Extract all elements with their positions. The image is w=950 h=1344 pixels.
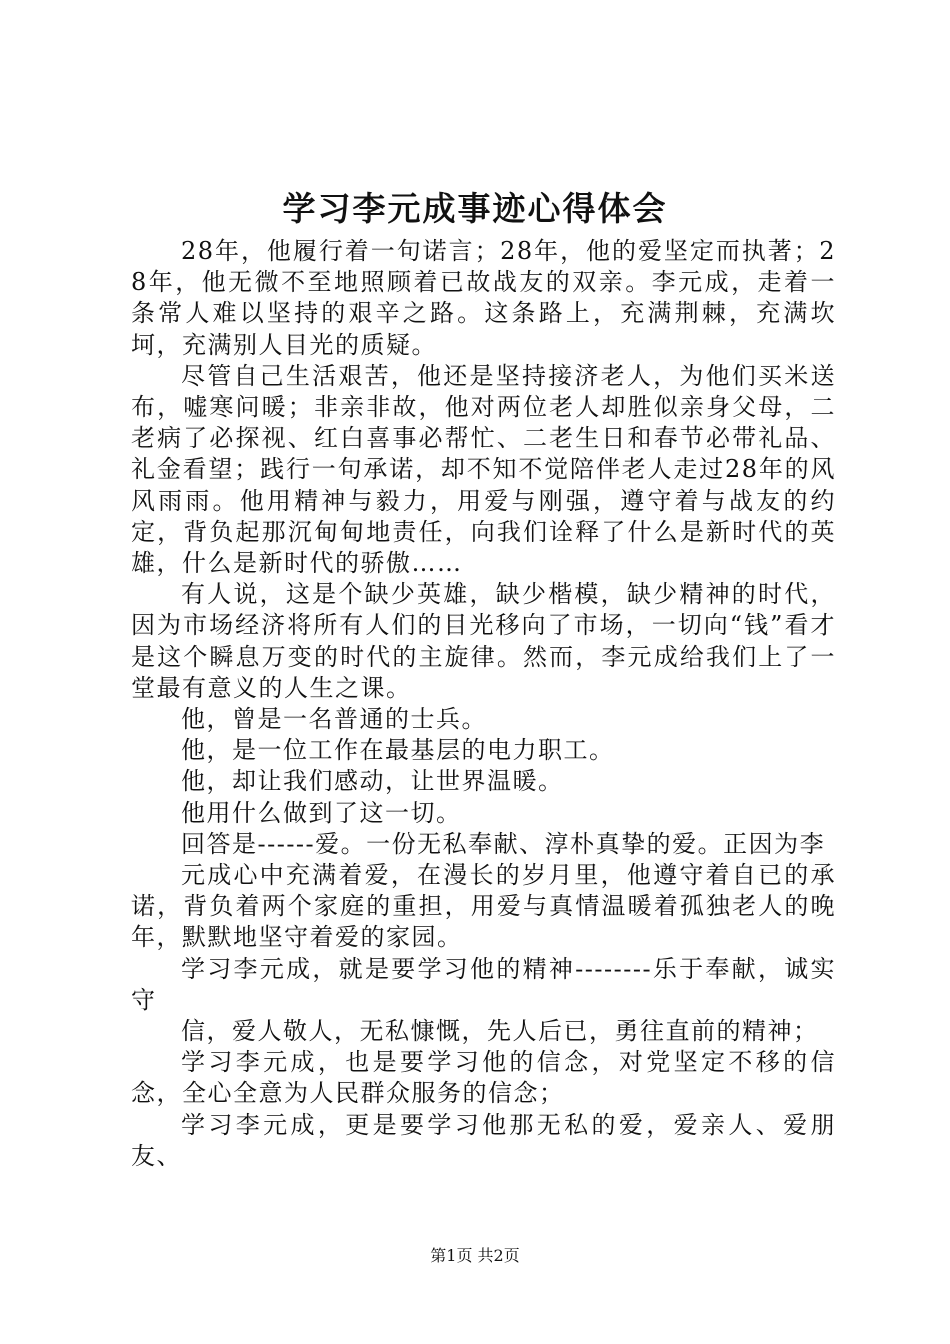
document-body: [131, 236, 836, 1172]
paragraph: 学习李元成，也是要学习他的信念，对党坚定不移的信念，全心全意为人民群众服务的信念；: [131, 1048, 836, 1108]
paragraph: 他用什么做到了这一切。: [181, 798, 462, 827]
paragraph: 学习李元成，更是要学习他那无私的爱，爱亲人、爱朋友、: [131, 1110, 836, 1170]
paragraph: 信，爱人敬人，无私慷慨，先人后已，勇往直前的精神；: [181, 1017, 819, 1046]
paragraph: 他，是一位工作在最基层的电力职工。: [181, 736, 615, 765]
page-number-footer: 第1页 共2页: [430, 1246, 520, 1265]
paragraph: 元成心中充满着爱，在漫长的岁月里，他遵守着自已的承诺，背负着两个家庭的重担，用爱与真情温暖着孤独老人的晚年，默默地坚守着爱的家园。: [131, 861, 836, 952]
paragraph: 28年，他履行着一句诺言；28年，他的爱坚定而执著；28年，他无微不至地照顾着已故战友的双亲。李元成，走着一条常人难以坚持的艰辛之路。这条路上，充满荆棘，充满坎坷，充满别人目光的质疑。: [131, 237, 836, 359]
paragraph: 尽管自己生活艰苦，他还是坚持接济老人，为他们买米送布，嘘寒问暖；非亲非故，他对两位老人却胜似亲身父母，二老病了必探视、红白喜事必帮忙、二老生日和春节必带礼品、礼金看望；践行一句承诺，却不知不觉陪伴老人走过28年的风风雨雨。他用精神与毅力，用爱与刚强，遵守着与战友的约定，背负起那沉甸甸地责任，向我们诠释了什么是新时代的英雄，什么是新时代的骄傲……: [131, 361, 836, 578]
paragraph: 他，曾是一名普通的士兵。: [181, 705, 487, 734]
paragraph: 学习李元成，就是要学习他的精神--------乐于奉献，诚实守: [131, 954, 836, 1014]
paragraph: 有人说，这是个缺少英雄，缺少楷模，缺少精神的时代，因为市场经济将所有人们的目光移向了市场，一切向“钱”看才是这个瞬息万变的时代的主旋律。然而，李元成给我们上了一堂最有意义的人生之课。: [131, 580, 836, 702]
document-title: 学习李元成事迹心得体会: [282, 189, 668, 228]
paragraph: 他，却让我们感动，让世界温暖。: [181, 767, 564, 796]
paragraph: 回答是------爱。一份无私奉献、淳朴真挚的爱。正因为李: [181, 829, 826, 858]
